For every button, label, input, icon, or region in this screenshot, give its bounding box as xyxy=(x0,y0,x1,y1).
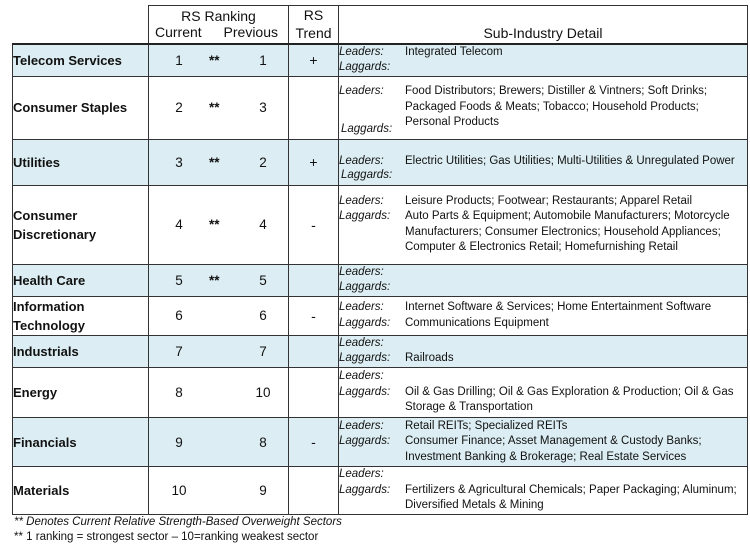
laggards-line xyxy=(339,280,747,296)
laggards-line xyxy=(339,483,747,514)
laggards-label: Laggards: xyxy=(339,352,391,365)
rs-trend-header-line2: Trend xyxy=(295,25,332,42)
leaders-label: Leaders: xyxy=(339,265,384,278)
laggards-text: Communications Equipment xyxy=(405,316,549,329)
overweight-marker: ** xyxy=(209,217,220,233)
rs-trend: - xyxy=(289,418,339,467)
table-row xyxy=(13,139,748,185)
rank-cell xyxy=(149,76,289,139)
leaders-line xyxy=(339,265,747,281)
leaders-line xyxy=(339,467,747,483)
previous-rank: 2 xyxy=(259,154,267,170)
overweight-marker: ** xyxy=(209,272,220,288)
leaders-text: Internet Software & Services; Home Entertainment Software xyxy=(405,301,712,314)
previous-rank: 8 xyxy=(259,434,267,450)
rs-trend xyxy=(289,467,339,515)
previous-rank: 5 xyxy=(259,272,267,288)
leaders-label: Leaders: xyxy=(339,370,384,383)
table-row xyxy=(13,296,748,335)
previous-rank: 6 xyxy=(259,308,267,324)
footnote-overweight: ** Denotes Current Relative Strength-Based Overweight Sectors xyxy=(14,516,342,528)
leaders-line xyxy=(339,419,747,435)
header-row xyxy=(13,6,748,44)
laggards-line xyxy=(339,351,747,367)
laggards-text xyxy=(405,60,747,76)
previous-rank: 1 xyxy=(259,52,267,68)
current-rank: 8 xyxy=(175,385,183,401)
rs-ranking-header xyxy=(149,6,289,44)
current-rank: 6 xyxy=(175,308,183,324)
sub-industry-detail xyxy=(339,368,748,418)
current-rank: 3 xyxy=(175,154,183,170)
leaders-text: Electric Utilities; Gas Utilities; Multi-Utilities & Unregulated Power xyxy=(405,155,735,168)
leaders-label: Leaders: xyxy=(339,336,384,349)
sector-name: Information Technology xyxy=(13,296,149,335)
sub-industry-detail xyxy=(339,296,748,335)
sector-name: Health Care xyxy=(13,264,149,296)
laggards-label: Laggards: xyxy=(339,483,391,496)
sub-industry-detail xyxy=(339,139,748,185)
leaders-line xyxy=(339,300,747,316)
rs-ranking-table xyxy=(12,5,748,515)
laggards-text: Oil & Gas Drilling; Oil & Gas Exploration & Production; Oil & Gas Storage & Transportation xyxy=(405,385,734,414)
table-row xyxy=(13,44,748,77)
leaders-label: Leaders: xyxy=(339,468,384,481)
table-row xyxy=(13,185,748,264)
leaders-text: Food Distributors; Brewers; Distiller & Vintners; Soft Drinks; Packaged Foods & Meats; Tobacco; Household Products; Personal Products xyxy=(405,85,708,129)
current-rank: 10 xyxy=(171,483,187,499)
laggards-label: Laggards: xyxy=(339,435,391,448)
leaders-label: Leaders: xyxy=(339,85,384,98)
sub-industry-detail xyxy=(339,76,748,139)
leaders-line xyxy=(339,369,747,385)
table-row xyxy=(13,76,748,139)
sub-industry-header: Sub-Industry Detail xyxy=(339,6,748,44)
laggards-line xyxy=(341,122,407,138)
laggards-label: Laggards: xyxy=(339,316,391,329)
rs-trend: - xyxy=(289,185,339,264)
previous-rank: 7 xyxy=(259,343,267,359)
footnote-ranking: ** 1 ranking = strongest sector – 10=ranking weakest sector xyxy=(14,531,319,543)
leaders-text xyxy=(405,369,747,385)
sector-name: Industrials xyxy=(13,335,149,367)
rank-cell xyxy=(149,335,289,367)
leaders-text xyxy=(405,336,747,352)
laggards-text xyxy=(405,280,747,296)
leaders-text: Retail REITs; Specialized REITs xyxy=(405,419,568,432)
leaders-label: Leaders: xyxy=(339,45,384,58)
rs-trend: - xyxy=(289,296,339,335)
laggards-label: Laggards: xyxy=(339,210,391,223)
sector-name: Materials xyxy=(13,467,149,515)
leaders-label: Leaders: xyxy=(339,155,384,168)
current-rank: 9 xyxy=(175,434,183,450)
sub-industry-detail xyxy=(339,185,748,264)
sector-name: Consumer Discretionary xyxy=(13,185,149,264)
sub-industry-detail xyxy=(339,335,748,367)
table-row xyxy=(13,467,748,515)
rank-cell xyxy=(149,44,289,77)
leaders-text xyxy=(405,265,747,281)
rank-cell xyxy=(149,467,289,515)
rs-trend-header-line1: RS xyxy=(303,7,324,24)
rank-cell xyxy=(149,368,289,418)
header-blank xyxy=(13,6,149,44)
previous-rank: 4 xyxy=(259,217,267,233)
table-row xyxy=(13,335,748,367)
laggards-line xyxy=(339,434,747,465)
laggards-label: Laggards: xyxy=(339,281,391,294)
laggards-text: Railroads xyxy=(405,352,454,365)
rank-cell xyxy=(149,185,289,264)
rs-trend xyxy=(289,335,339,367)
laggards-line xyxy=(339,385,747,416)
leaders-label: Leaders: xyxy=(339,301,384,314)
rs-trend-header xyxy=(289,6,339,44)
rs-trend xyxy=(289,368,339,418)
rs-trend: + xyxy=(289,139,339,185)
rank-cell xyxy=(149,418,289,467)
sub-industry-detail xyxy=(339,44,748,77)
overweight-marker: ** xyxy=(209,154,220,170)
previous-header: Previous xyxy=(223,24,278,41)
previous-rank: 3 xyxy=(259,100,267,116)
laggards-text: Auto Parts & Equipment; Automobile Manufacturers; Motorcycle Manufacturers; Consumer Electronics; Household Appliances; Computer & Electronics Retail; Homefurnishing Retail xyxy=(405,210,730,254)
leaders-line xyxy=(339,336,747,352)
rs-trend xyxy=(289,264,339,296)
leaders-line xyxy=(339,194,747,210)
current-rank: 1 xyxy=(175,52,183,68)
laggards-text: Fertilizers & Agricultural Chemicals; Paper Packaging; Aluminum; Diversified Metals & Mining xyxy=(405,483,737,512)
laggards-label: Laggards: xyxy=(339,385,391,398)
previous-rank: 10 xyxy=(255,385,271,401)
sector-name: Consumer Staples xyxy=(13,76,149,139)
rank-cell xyxy=(149,264,289,296)
current-header: Current xyxy=(155,24,202,41)
overweight-marker: ** xyxy=(209,100,220,116)
current-rank: 5 xyxy=(175,272,183,288)
leaders-label: Leaders: xyxy=(339,419,384,432)
sector-name: Utilities xyxy=(13,139,149,185)
sub-industry-detail xyxy=(339,264,748,296)
current-rank: 4 xyxy=(175,217,183,233)
laggards-line xyxy=(341,168,407,184)
overweight-marker: ** xyxy=(209,52,220,68)
leaders-text: Integrated Telecom xyxy=(405,45,503,58)
current-rank: 2 xyxy=(175,100,183,116)
table-row xyxy=(13,418,748,467)
laggards-text: Consumer Finance; Asset Management & Custody Banks; Investment Banking & Brokerage; Real Estate Services xyxy=(405,435,702,463)
laggards-label: Laggards: xyxy=(341,123,393,136)
table-row xyxy=(13,264,748,296)
laggards-label: Laggards: xyxy=(341,169,393,182)
rs-trend xyxy=(289,76,339,139)
sector-name: Financials xyxy=(13,418,149,467)
sector-name: Telecom Services xyxy=(13,44,149,77)
rs-trend: + xyxy=(289,44,339,77)
leaders-label: Leaders: xyxy=(339,194,384,207)
current-rank: 7 xyxy=(175,343,183,359)
laggards-line xyxy=(339,209,747,256)
sector-name: Energy xyxy=(13,368,149,418)
laggards-line xyxy=(339,316,747,332)
leaders-line xyxy=(339,45,747,61)
leaders-text: Leisure Products; Footwear; Restaurants; Apparel Retail xyxy=(405,194,693,207)
rank-cell xyxy=(149,296,289,335)
laggards-label: Laggards: xyxy=(339,61,391,74)
sub-industry-detail xyxy=(339,418,748,467)
sub-industry-detail xyxy=(339,467,748,515)
rs-ranking-title: RS Ranking xyxy=(181,8,256,25)
previous-rank: 9 xyxy=(259,483,267,499)
laggards-line xyxy=(339,60,747,76)
table-row xyxy=(13,368,748,418)
leaders-text xyxy=(405,467,747,483)
rank-cell xyxy=(149,139,289,185)
